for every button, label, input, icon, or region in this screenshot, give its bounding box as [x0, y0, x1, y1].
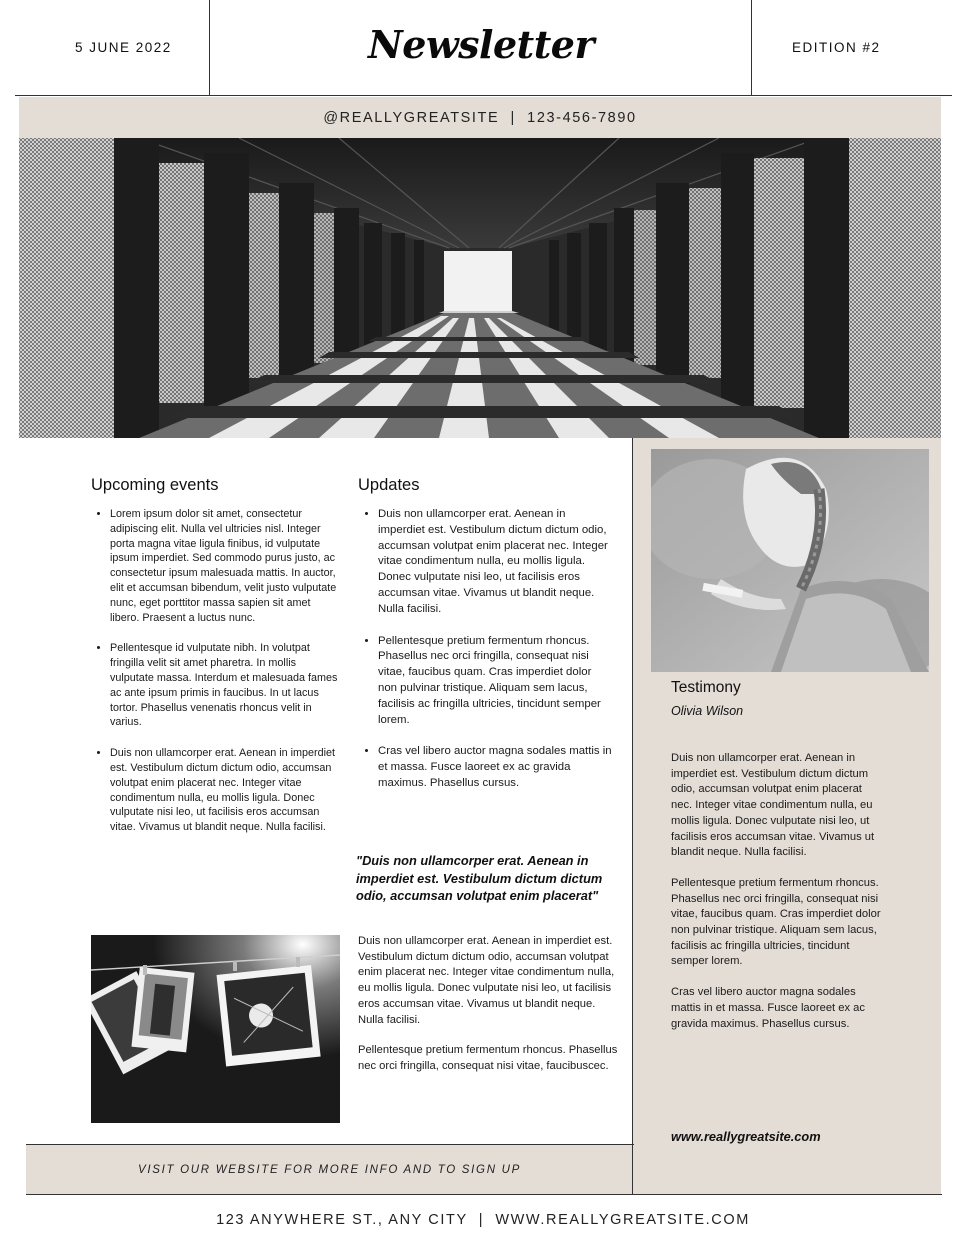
body-paragraph: Duis non ullamcorper erat. Aenean in imperdiet est. Vestibulum dictum dictum odio, accumsan volutpat enim placerat nec. Integer vitae condimentum nulla, eu mollis ligula. Donec vulputate nisi leo, ut facilisis eros accumsan vitae. Vivamus ut blandit neque. Nulla facilisi.: [358, 935, 615, 1026]
cta-text: VISIT OUR WEBSITE FOR MORE INFO AND TO SIGN UP: [138, 1163, 521, 1176]
pull-quote: "Duis non ullamcorper erat. Aenean in imperdiet est. Vestibulum dictum dictum odio, accumsan volutpat enim placerat": [356, 853, 603, 904]
testimony-heading: Testimony: [671, 679, 741, 696]
hero-corridor-photo: [19, 138, 941, 438]
edition-number: EDITION #2: [792, 40, 881, 55]
website-link[interactable]: www.reallygreatsite.com: [671, 1129, 821, 1144]
newsletter-date: 5 JUNE 2022: [75, 40, 172, 55]
list-item: • Duis non ullamcorper erat. Aenean in imperdiet est. Vestibulum dictum dictum odio, accumsan volutpat enim placerat nec. Integer vitae condimentum nulla, eu mollis ligula. Donec vulputate nisi leo, ut facilisis eros accumsan vitae. Vivamus ut blandit neque. Nulla facilisi.: [110, 746, 342, 835]
upcoming-events-heading: Upcoming events: [91, 476, 219, 494]
hanging-photos-image: [91, 935, 340, 1123]
list-item: • Pellentesque id vulputate nibh. In volutpat fringilla velit sit amet pharetra. In mollis vulputate massa. Interdum et malesuada fames ac ante ipsum primis in faucibus. In ut lacus tortor. Phasellus venenatis rhoncus velit in varius.: [110, 641, 342, 730]
testimony-body: [671, 751, 886, 1047]
body-paragraph: Duis non ullamcorper erat. Aenean in imperdiet est. Vestibulum dictum dictum odio, accumsan volutpat enim placerat nec. Integer vitae condimentum nulla, eu mollis ligula. Donec vulputate nisi leo, ut facilisis eros accumsan vitae. Vivamus ut blandit neque. Nulla facilisi.: [671, 752, 875, 859]
updates-body: [358, 934, 620, 1090]
contact-bar: [19, 97, 941, 138]
header-divider-right: [751, 0, 752, 96]
body-paragraph: Pellentesque pretium fermentum rhoncus. Phasellus nec orci fringilla, consequat nisi vitae, faucibus quam. Cras imperdiet dolor non pulvinar tristique. Aliquam sem lacus, facilisis ac fringilla ultricies, tincidunt semper lorem.: [671, 876, 881, 968]
footer-address: 123 ANYWHERE ST., ANY CITY | WWW.REALLYGREATSITE.COM: [216, 1212, 750, 1228]
updates-list: [360, 507, 612, 808]
newsletter-title: Newsletter: [368, 22, 594, 67]
upcoming-events-list: [92, 507, 342, 851]
contact-text: @REALLYGREATSITE | 123-456-7890: [323, 109, 637, 126]
cta-banner[interactable]: [26, 1145, 633, 1194]
testimony-photo: [651, 449, 929, 672]
updates-heading: Updates: [358, 476, 420, 494]
list-item: • Lorem ipsum dolor sit amet, consectetur adipiscing elit. Nulla vel ultricies nisl. Integer porta magna vitae ligula finibus, id vulputate ipsum imperdiet. Sed commodo purus justo, ac consectetur ipsum malesuada mattis. In auctor, elit et accumsan bibendum, velit justo vulputate nunc, eget porttitor massa sapien sit amet libero. Praesent a luctus nunc.: [110, 507, 342, 625]
sidebar-divider: [632, 438, 633, 1195]
body-paragraph: Cras vel libero auctor magna sodales mattis in et massa. Fusce laoreet ex ac gravida maximus. Phasellus cursus.: [671, 986, 865, 1030]
list-item: • Cras vel libero auctor magna sodales mattis in et massa. Fusce laoreet ex ac gravida maximus. Phasellus cursus.: [378, 744, 612, 791]
testimony-author: Olivia Wilson: [671, 704, 744, 718]
header-divider-left: [209, 0, 210, 96]
bottom-rule: [26, 1194, 942, 1195]
list-item: • Duis non ullamcorper erat. Aenean in imperdiet est. Vestibulum dictum dictum odio, accumsan volutpat enim placerat nec. Integer vitae condimentum nulla, eu mollis ligula. Donec vulputate nisi leo, ut facilisis eros accumsan vitae. Vivamus ut blandit neque. Nulla facilisi.: [378, 507, 612, 618]
list-item: • Pellentesque pretium fermentum rhoncus. Phasellus nec orci fringilla, consequat nisi vitae, faucibus quam. Cras imperdiet dolor non pulvinar tristique. Aliquam sem lacus, facilisis ac fringilla ultricies, tincidunt semper lorem.: [378, 634, 612, 729]
header-rule: [15, 95, 952, 96]
body-paragraph: Pellentesque pretium fermentum rhoncus. Phasellus nec orci fringilla, consequat nisi vitae, faucibuscec.: [358, 1044, 618, 1072]
